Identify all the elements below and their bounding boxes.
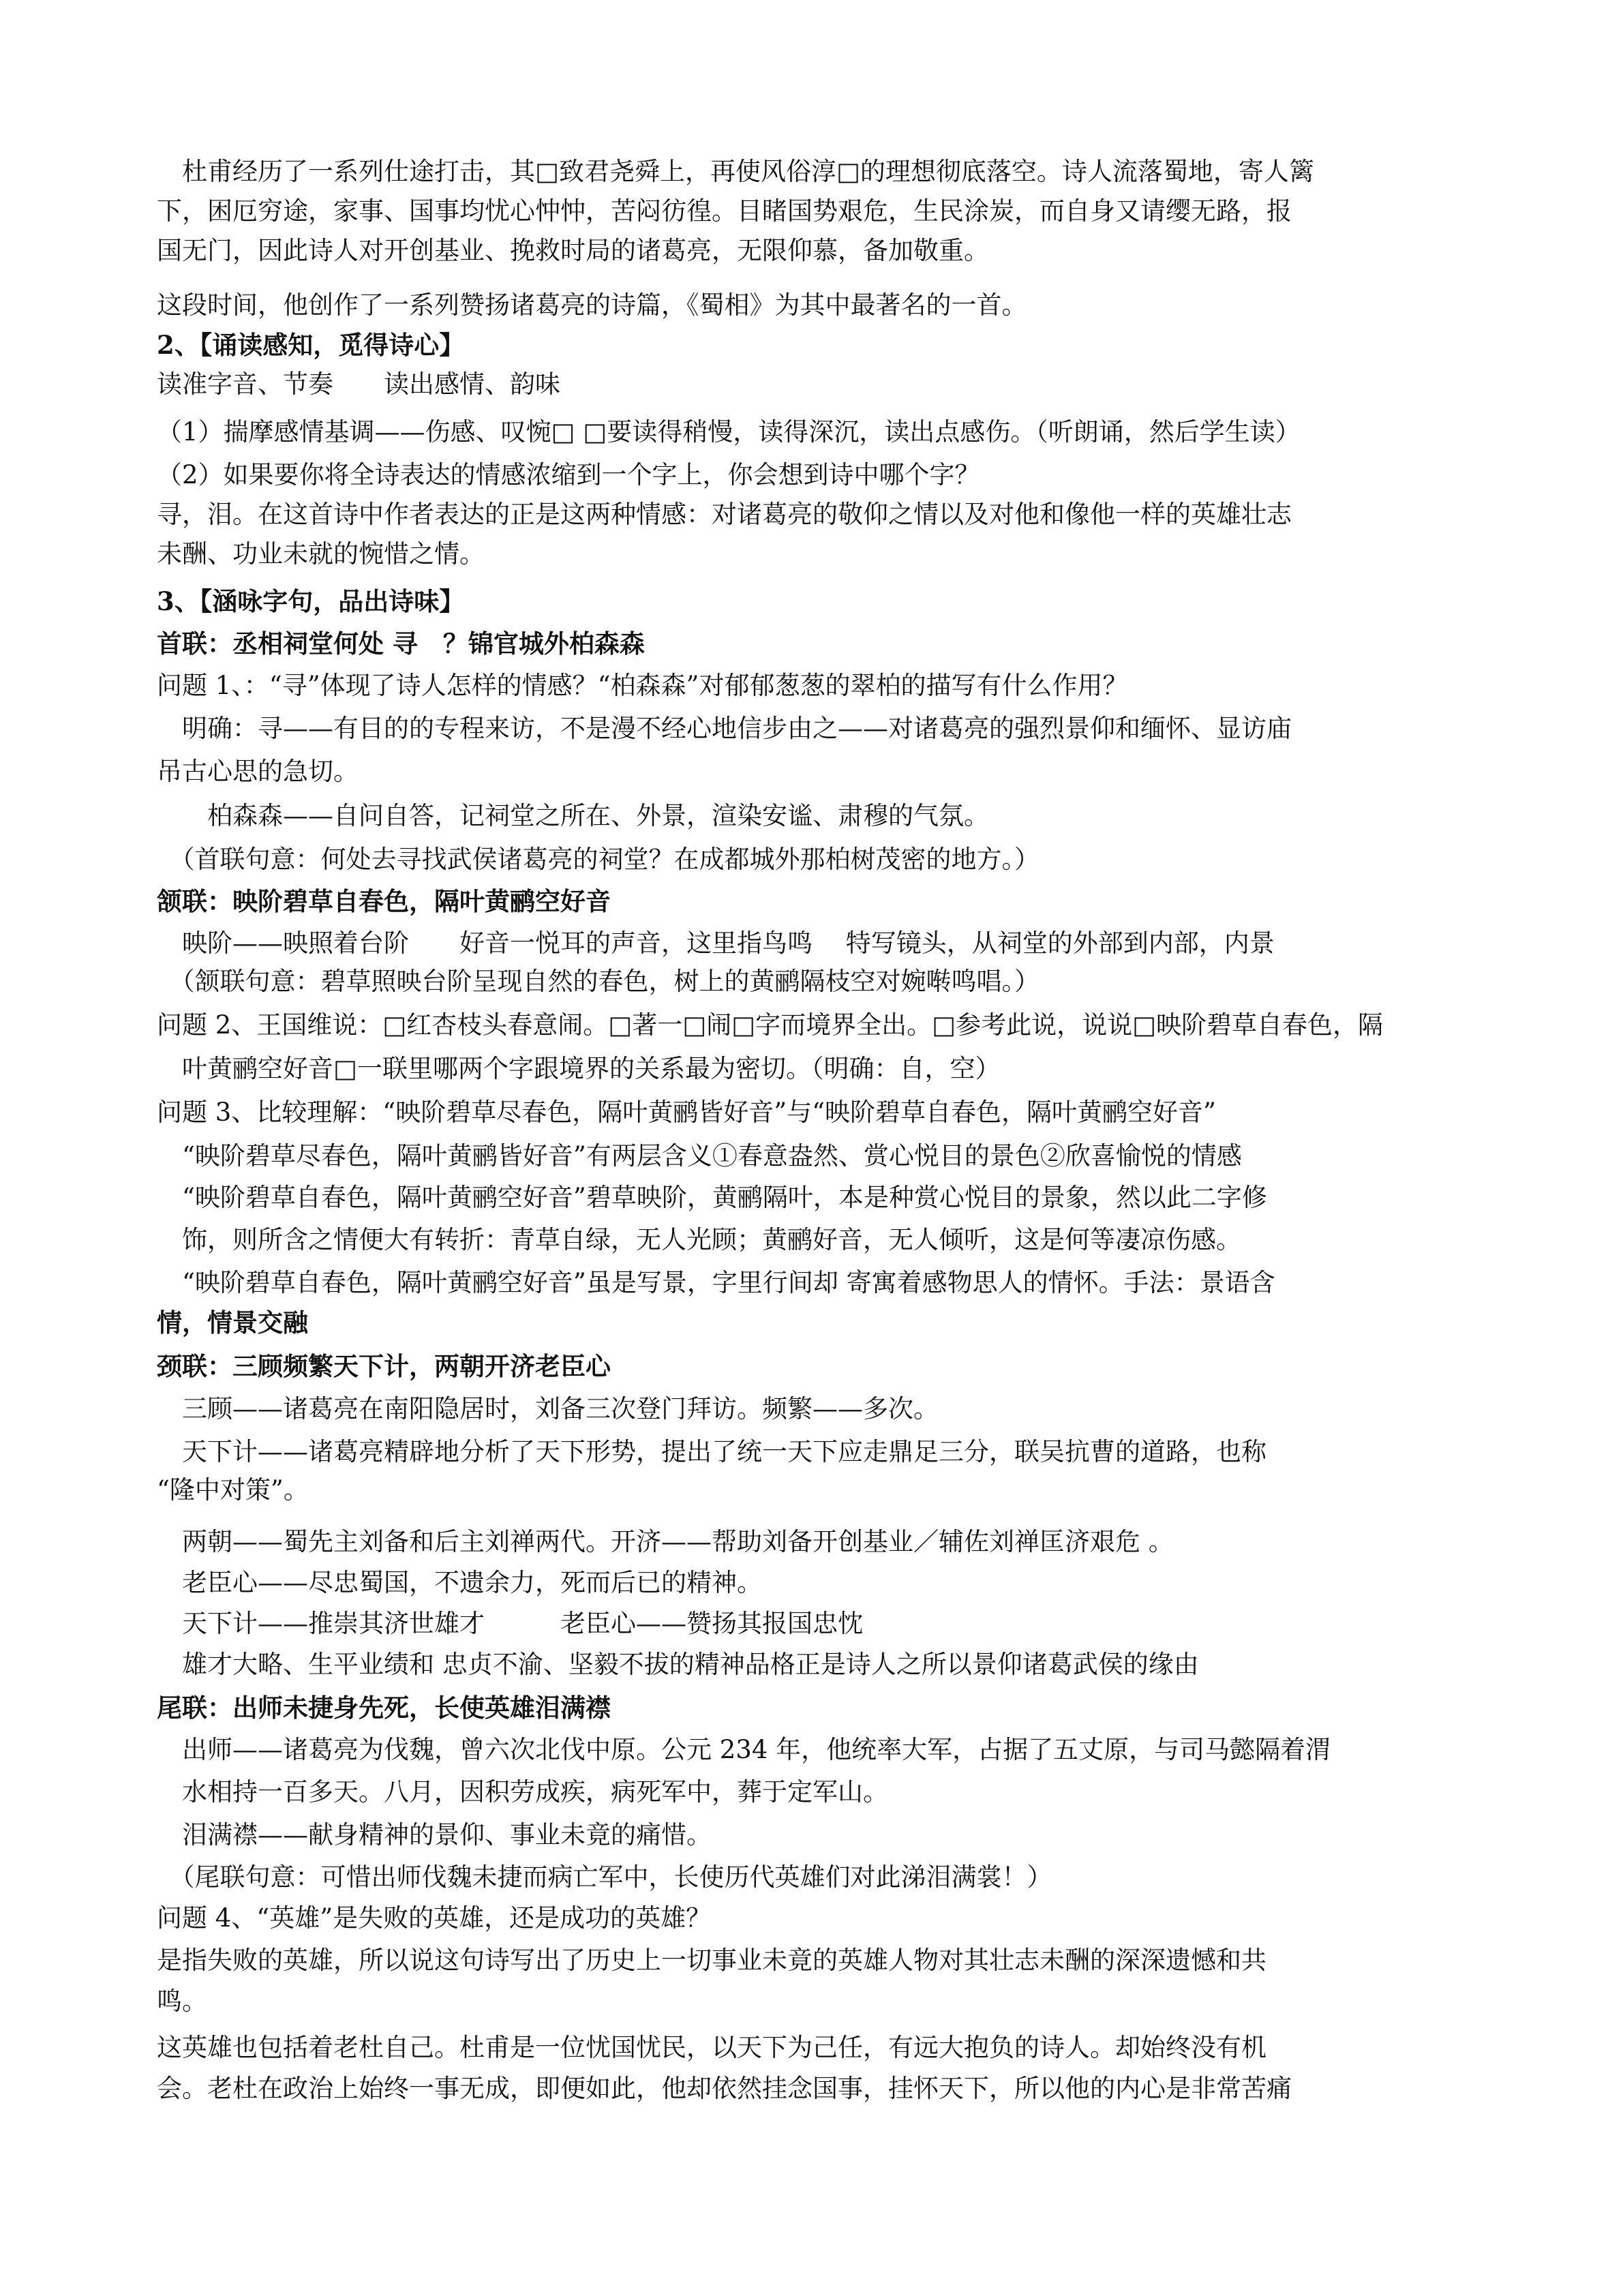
couplet-heading: 首联：丞相祠堂何处 寻 ？锦官城外柏森森: [157, 629, 645, 659]
text-line: 水相持一百多天。八月，因积劳成疾，病死军中，葬于定军山。: [157, 1777, 888, 1807]
text-line: 鸣。: [157, 1987, 207, 2016]
question-line: 问题 4、“英雄”是失败的英雄，还是成功的英雄？: [157, 1903, 712, 1933]
text-line: （首联句意：何处去寻找武侯诸葛亮的祠堂？在成都城外那柏树茂密的地方。）: [157, 845, 1040, 874]
text-line: 出师——诸葛亮为伐魏，曾六次北伐中原。公元 234 年，他统率大军，占据了五丈原，与司马懿隔着渭: [157, 1735, 1331, 1764]
question-line: 问题 2、王国维说：□红杏枝头春意闹。□著一□闹□字而境界全出。□参考此说，说说□映阶碧草自春色，隔: [157, 1010, 1384, 1040]
text-line: 雄才大略、生平业绩和 忠贞不渝、坚毅不拔的精神品格正是诗人之所以景仰诸葛武侯的缘由: [157, 1650, 1199, 1679]
text-line: 老臣心——尽忠蜀国，不遗余力，死而后已的精神。: [157, 1568, 762, 1597]
text-line: 情，情景交融: [157, 1308, 308, 1338]
text-line: “隆中对策”。: [157, 1475, 309, 1505]
couplet-heading: 颔联：映阶碧草自春色，隔叶黄鹂空好音: [157, 886, 611, 916]
question-line: 问题 1、：“寻”体现了诗人怎样的情感？“柏森森”对郁郁葱葱的翠柏的描写有什么作用？: [157, 671, 1128, 700]
text-line: （1）揣摩感情基调——伤感、叹惋□ □要读得稍慢，读得深沉，读出点感伤。（听朗诵，然后学生读）: [157, 417, 1301, 447]
text-line: 未酬、功业未就的惋惜之情。: [157, 539, 485, 569]
text-line: 是指失败的英雄，所以说这句诗写出了历史上一切事业未竟的英雄人物对其壮志未酬的深深遗憾和共: [157, 1946, 1266, 1975]
section-heading: 3、【涵咏字句，品出诗味】: [157, 586, 465, 616]
text-line: 这英雄也包括着老杜自己。杜甫是一位忧国忧民，以天下为己任，有远大抱负的诗人。却始终没有机: [157, 2033, 1266, 2062]
question-line: 问题 3、比较理解：“映阶碧草尽春色，隔叶黄鹂皆好音”与“映阶碧草自春色，隔叶黄鹂空好音”: [157, 1098, 1216, 1127]
text-line: 饰，则所含之情便大有转折：青草自绿，无人光顾；黄鹂好音，无人倾听，这是何等凄凉伤感。: [157, 1225, 1241, 1254]
text-line: 会。老杜在政治上始终一事无成，即便如此，他却依然挂念国事，挂怀天下，所以他的内心是非常苦痛: [157, 2074, 1292, 2103]
text-line: 国无门，因此诗人对开创基业、挽救时局的诸葛亮，无限仰慕，备加敬重。: [157, 236, 989, 265]
text-line: 两朝——蜀先主刘备和后主刘禅两代。开济——帮助刘备开创基业／辅佐刘禅匡济艰危 。: [157, 1527, 1174, 1556]
text-line: “映阶碧草尽春色，隔叶黄鹂皆好音”有两层含义①春意盎然、赏心悦目的景色②欣喜愉悦的情感: [157, 1141, 1242, 1170]
text-line: “映阶碧草自春色，隔叶黄鹂空好音”虽是写景，字里行间却 寄寓着感物思人的情怀。手法：景语含: [157, 1268, 1275, 1297]
text-line: 吊古心思的急切。: [157, 757, 359, 786]
text-line: 杜甫经历了一系列仕途打击，其□致君尧舜上，再使风俗淳□的理想彻底落空。诗人流落蜀地，寄人篱: [157, 157, 1314, 186]
text-line: 读准字音、节奏 读出感情、韵味: [157, 369, 560, 399]
text-line: 这段时间，他创作了一系列赞扬诸葛亮的诗篇，《蜀相》为其中最著名的一首。: [157, 290, 1027, 320]
text-line: 泪满襟——献身精神的景仰、事业未竟的痛惜。: [157, 1820, 712, 1849]
text-line: 天下计——诸葛亮精辟地分析了天下形势，提出了统一天下应走鼎足三分，联吴抗曹的道路，也称: [157, 1437, 1266, 1466]
text-line: “映阶碧草自春色，隔叶黄鹂空好音”碧草映阶，黄鹂隔叶，本是种赏心悦目的景象，然以此二字修: [157, 1183, 1267, 1212]
text-line: （尾联句意：可惜出师伐魏未捷而病亡军中，长使历代英雄们对此涕泪满裳！）: [157, 1862, 1052, 1892]
text-line: 三顾——诸葛亮在南阳隐居时，刘备三次登门拜访。频繁——多次。: [157, 1394, 939, 1423]
text-line: 叶黄鹂空好音□一联里哪两个字跟境界的关系最为密切。（明确：自，空）: [157, 1054, 1001, 1083]
text-line: 寻，泪。在这首诗中作者表达的正是这两种情感：对诸葛亮的敬仰之情以及对他和像他一样的英雄壮志: [157, 500, 1292, 529]
text-line: 映阶——映照着台阶 好音一悦耳的声音，这里指鸟鸣 特写镜头，从祠堂的外部到内部，内景: [157, 928, 1275, 958]
text-line: 柏森森——自问自答，记祠堂之所在、外景，渲染安谧、肃穆的气氛。: [157, 801, 989, 830]
couplet-heading: 尾联：出师未捷身先死，长使英雄泪满襟: [157, 1693, 611, 1723]
text-line: （2）如果要你将全诗表达的情感浓缩到一个字上，你会想到诗中哪个字？: [157, 460, 980, 489]
couplet-heading: 颈联：三顾频繁天下计，两朝开济老臣心: [157, 1351, 611, 1381]
text-line: 下，困厄穷途，家事、国事均忧心忡忡，苦闷彷徨。目睹国势艰危，生民涂炭，而自身又请缨无路，报: [157, 196, 1292, 226]
text-line: 天下计——推崇其济世雄才 老臣心——赞扬其报国忠忱: [157, 1609, 863, 1638]
section-heading: 2、【诵读感知，觅得诗心】: [157, 330, 465, 360]
text-line: （颔联句意：碧草照映台阶呈现自然的春色，树上的黄鹂隔枝空对婉啭鸣唱。）: [157, 967, 1040, 996]
text-line: 明确：寻——有目的的专程来访，不是漫不经心地信步由之——对诸葛亮的强烈景仰和缅怀、显访庙: [157, 714, 1292, 743]
